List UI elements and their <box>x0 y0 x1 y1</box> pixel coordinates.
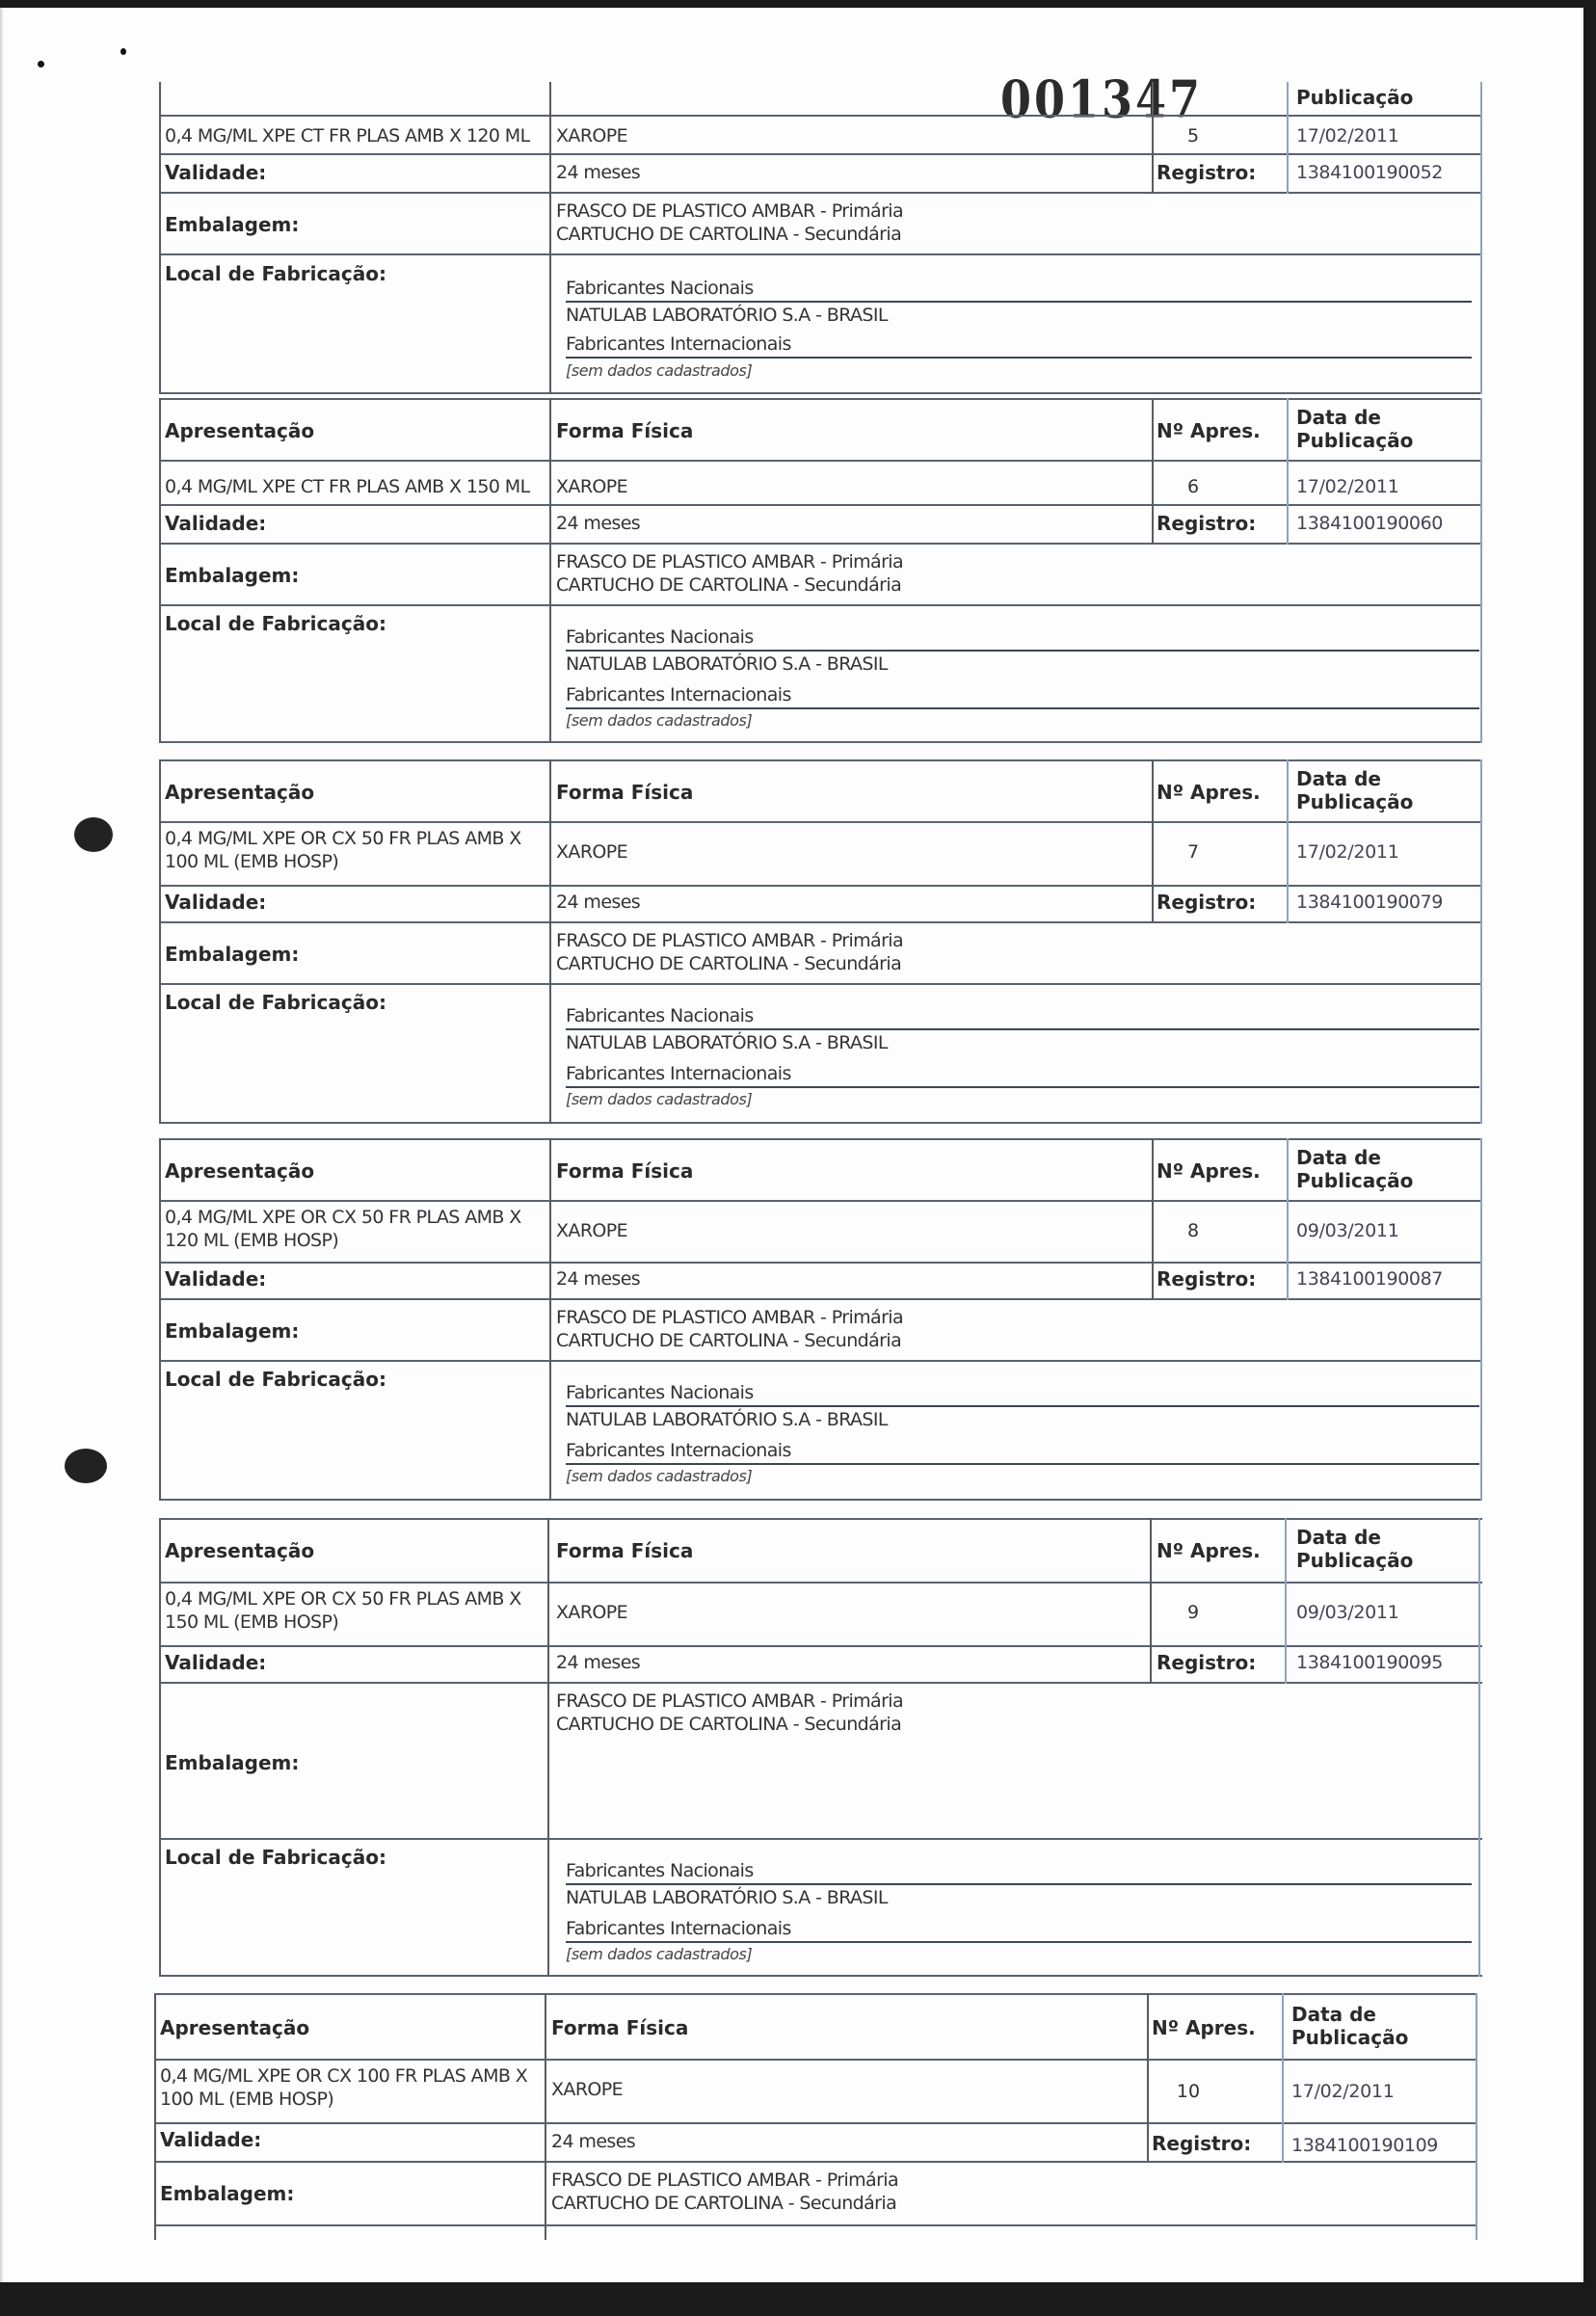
publication-date-value: 09/03/2011 <box>1296 1220 1399 1241</box>
header-apresentacao: Apresentação <box>165 781 315 804</box>
fabricante-nacional-value: NATULAB LABORATÓRIO S.A - BRASIL <box>566 653 888 675</box>
fabricantes-nacionais-heading: Fabricantes Nacionais <box>566 278 754 299</box>
header-n-apres: Nº Apres. <box>1152 2016 1256 2039</box>
forma-fisica-value: XAROPE <box>556 1220 628 1241</box>
apresentacao-value: 0,4 MG/ML XPE OR CX 50 FR PLAS AMB X <box>165 1588 521 1610</box>
sem-dados-text: [sem dados cadastrados] <box>566 1090 753 1108</box>
validade-value: 24 meses <box>556 892 641 913</box>
header-publicacao: Publicação <box>1296 86 1414 109</box>
apresentacao-value: 0,4 MG/ML XPE CT FR PLAS AMB X 120 ML <box>165 125 530 146</box>
header-forma-fisica: Forma Física <box>556 419 694 442</box>
apresentacao-value-line2: 120 ML (EMB HOSP) <box>165 1230 339 1251</box>
header-data-de: Data de <box>1296 767 1381 790</box>
embalagem-secundaria: CARTUCHO DE CARTOLINA - Secundária <box>556 953 902 974</box>
n-apres-value: 9 <box>1186 1602 1200 1623</box>
header-publicacao: Publicação <box>1296 790 1414 813</box>
registro-value: 1384100190095 <box>1296 1652 1443 1673</box>
header-apresentacao: Apresentação <box>160 2016 310 2039</box>
fabricantes-internacionais-heading: Fabricantes Internacionais <box>566 333 791 355</box>
header-publicacao: Publicação <box>1296 1169 1414 1192</box>
scan-speck <box>38 61 44 67</box>
header-publicacao: Publicação <box>1291 2026 1409 2049</box>
embalagem-secundaria: CARTUCHO DE CARTOLINA - Secundária <box>551 2193 897 2214</box>
validade-value: 24 meses <box>556 162 641 183</box>
header-n-apres: Nº Apres. <box>1157 781 1261 804</box>
embalagem-label: Embalagem: <box>160 2182 295 2205</box>
fabricantes-internacionais-heading: Fabricantes Internacionais <box>566 684 791 705</box>
n-apres-value: 5 <box>1186 125 1200 146</box>
header-n-apres: Nº Apres. <box>1157 1539 1261 1562</box>
punch-hole-mark <box>65 1449 107 1483</box>
registro-label: Registro: <box>1157 891 1257 914</box>
local-fabricacao-label: Local de Fabricação: <box>165 991 386 1014</box>
registro-label: Registro: <box>1157 1651 1257 1674</box>
punch-hole-mark <box>74 817 113 852</box>
registro-value: 1384100190079 <box>1296 892 1443 913</box>
header-apresentacao: Apresentação <box>165 1159 315 1183</box>
header-apresentacao: Apresentação <box>165 1539 315 1562</box>
registro-label: Registro: <box>1157 512 1257 535</box>
apresentacao-value-line2: 150 ML (EMB HOSP) <box>165 1611 339 1633</box>
sem-dados-text: [sem dados cadastrados] <box>566 711 753 730</box>
header-forma-fisica: Forma Física <box>556 1159 694 1183</box>
forma-fisica-value: XAROPE <box>551 2079 624 2100</box>
fabricantes-internacionais-heading: Fabricantes Internacionais <box>566 1440 791 1461</box>
local-fabricacao-label: Local de Fabricação: <box>165 1368 386 1391</box>
embalagem-secundaria: CARTUCHO DE CARTOLINA - Secundária <box>556 1714 902 1735</box>
header-forma-fisica: Forma Física <box>551 2016 689 2039</box>
validade-label: Validade: <box>165 891 267 914</box>
fabricantes-nacionais-heading: Fabricantes Nacionais <box>566 1005 754 1026</box>
fabricantes-nacionais-heading: Fabricantes Nacionais <box>566 1382 754 1403</box>
presentation-block <box>159 398 1482 740</box>
apresentacao-value: 0,4 MG/ML XPE OR CX 50 FR PLAS AMB X <box>165 828 521 849</box>
presentation-block <box>159 1518 1482 1985</box>
embalagem-primaria: FRASCO DE PLASTICO AMBAR - Primária <box>551 2170 899 2191</box>
presentation-block <box>159 759 1482 1126</box>
embalagem-primaria: FRASCO DE PLASTICO AMBAR - Primária <box>556 200 904 222</box>
header-n-apres: Nº Apres. <box>1157 419 1261 442</box>
validade-value: 24 meses <box>551 2131 636 2152</box>
embalagem-secundaria: CARTUCHO DE CARTOLINA - Secundária <box>556 1330 902 1351</box>
apresentacao-value: 0,4 MG/ML XPE CT FR PLAS AMB X 150 ML <box>165 476 530 497</box>
header-publicacao: Publicação <box>1296 1549 1414 1572</box>
forma-fisica-value: XAROPE <box>556 841 628 863</box>
registro-value: 1384100190052 <box>1296 162 1443 183</box>
apresentacao-value: 0,4 MG/ML XPE OR CX 100 FR PLAS AMB X <box>160 2065 528 2087</box>
header-forma-fisica: Forma Física <box>556 1539 694 1562</box>
scan-speck <box>120 48 126 55</box>
apresentacao-value-line2: 100 ML (EMB HOSP) <box>160 2089 334 2110</box>
fabricantes-internacionais-heading: Fabricantes Internacionais <box>566 1063 791 1084</box>
scanned-page <box>0 8 1583 2282</box>
apresentacao-value-line2: 100 ML (EMB HOSP) <box>165 851 339 872</box>
sem-dados-text: [sem dados cadastrados] <box>566 1467 753 1485</box>
embalagem-secundaria: CARTUCHO DE CARTOLINA - Secundária <box>556 574 902 596</box>
validade-value: 24 meses <box>556 1268 641 1290</box>
validade-label: Validade: <box>165 161 267 184</box>
fabricantes-nacionais-heading: Fabricantes Nacionais <box>566 1860 754 1881</box>
presentation-block <box>159 72 1482 395</box>
local-fabricacao-label: Local de Fabricação: <box>165 262 386 285</box>
fabricante-nacional-value: NATULAB LABORATÓRIO S.A - BRASIL <box>566 305 888 326</box>
embalagem-label: Embalagem: <box>165 213 300 236</box>
fabricantes-internacionais-heading: Fabricantes Internacionais <box>566 1918 791 1939</box>
embalagem-primaria: FRASCO DE PLASTICO AMBAR - Primária <box>556 1307 904 1328</box>
validade-label: Validade: <box>165 512 267 535</box>
publication-date-value: 09/03/2011 <box>1296 1602 1399 1623</box>
publication-date-value: 17/02/2011 <box>1296 125 1399 146</box>
header-publicacao: Publicação <box>1296 429 1414 452</box>
validade-label: Validade: <box>160 2128 262 2151</box>
registro-value: 1384100190109 <box>1291 2135 1438 2156</box>
publication-date-value: 17/02/2011 <box>1296 841 1399 863</box>
registro-label: Registro: <box>1152 2132 1252 2155</box>
validade-label: Validade: <box>165 1651 267 1674</box>
embalagem-primaria: FRASCO DE PLASTICO AMBAR - Primária <box>556 1690 904 1712</box>
header-data-de: Data de <box>1296 1526 1381 1549</box>
validade-label: Validade: <box>165 1267 267 1291</box>
fabricantes-nacionais-heading: Fabricantes Nacionais <box>566 626 754 648</box>
apresentacao-value: 0,4 MG/ML XPE OR CX 50 FR PLAS AMB X <box>165 1207 521 1228</box>
registro-label: Registro: <box>1157 161 1257 184</box>
forma-fisica-value: XAROPE <box>556 476 628 497</box>
header-n-apres: Nº Apres. <box>1157 1159 1261 1183</box>
registro-label: Registro: <box>1157 1267 1257 1291</box>
validade-value: 24 meses <box>556 513 641 534</box>
n-apres-value: 7 <box>1186 841 1200 863</box>
document-stamp-number: 001347 <box>1000 69 1204 130</box>
sem-dados-text: [sem dados cadastrados] <box>566 361 753 380</box>
embalagem-secundaria: CARTUCHO DE CARTOLINA - Secundária <box>556 224 902 245</box>
forma-fisica-value: XAROPE <box>556 1602 628 1623</box>
n-apres-value: 6 <box>1186 476 1200 497</box>
embalagem-label: Embalagem: <box>165 943 300 966</box>
header-data-de: Data de <box>1296 1146 1381 1169</box>
fabricante-nacional-value: NATULAB LABORATÓRIO S.A - BRASIL <box>566 1032 888 1053</box>
registro-value: 1384100190060 <box>1296 513 1443 534</box>
embalagem-label: Embalagem: <box>165 1319 300 1343</box>
header-apresentacao: Apresentação <box>165 419 315 442</box>
local-fabricacao-label: Local de Fabricação: <box>165 612 386 635</box>
embalagem-primaria: FRASCO DE PLASTICO AMBAR - Primária <box>556 551 904 572</box>
local-fabricacao-label: Local de Fabricação: <box>165 1846 386 1869</box>
header-data-de: Data de <box>1296 406 1381 429</box>
embalagem-primaria: FRASCO DE PLASTICO AMBAR - Primária <box>556 930 904 951</box>
presentation-block <box>159 1138 1482 1504</box>
presentation-block <box>154 1993 1476 2234</box>
n-apres-value: 10 <box>1176 2081 1201 2102</box>
header-data-de: Data de <box>1291 2003 1376 2026</box>
fabricante-nacional-value: NATULAB LABORATÓRIO S.A - BRASIL <box>566 1887 888 1908</box>
sem-dados-text: [sem dados cadastrados] <box>566 1945 753 1963</box>
embalagem-label: Embalagem: <box>165 564 300 587</box>
embalagem-label: Embalagem: <box>165 1751 300 1774</box>
validade-value: 24 meses <box>556 1652 641 1673</box>
publication-date-value: 17/02/2011 <box>1296 476 1399 497</box>
publication-date-value: 17/02/2011 <box>1291 2081 1395 2102</box>
header-forma-fisica: Forma Física <box>556 781 694 804</box>
registro-value: 1384100190087 <box>1296 1268 1443 1290</box>
forma-fisica-value: XAROPE <box>556 125 628 146</box>
fabricante-nacional-value: NATULAB LABORATÓRIO S.A - BRASIL <box>566 1409 888 1430</box>
n-apres-value: 8 <box>1186 1220 1200 1241</box>
